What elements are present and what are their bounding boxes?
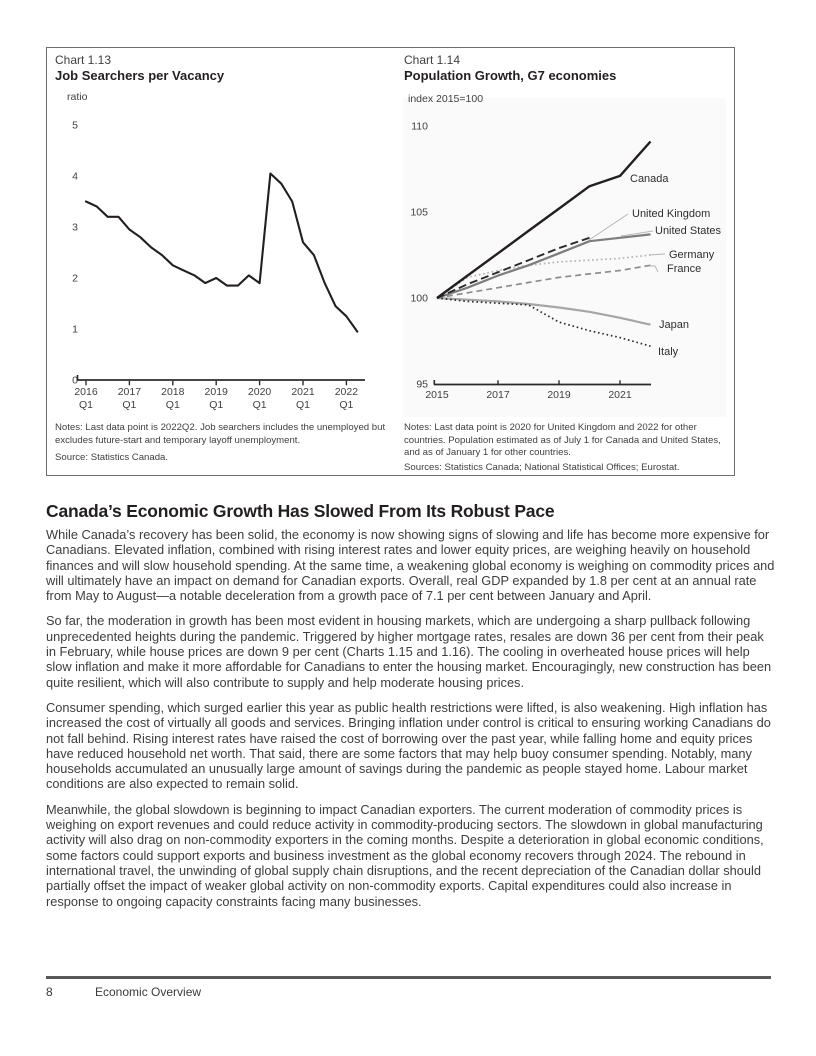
svg-text:2020: 2020 bbox=[247, 386, 272, 398]
svg-text:1: 1 bbox=[72, 323, 78, 336]
chart-113-source: Source: Statistics Canada. bbox=[55, 452, 169, 463]
svg-text:Q1: Q1 bbox=[209, 399, 224, 411]
svg-text:2015: 2015 bbox=[425, 389, 449, 401]
svg-text:105: 105 bbox=[410, 206, 428, 219]
svg-text:Q1: Q1 bbox=[252, 399, 267, 411]
body-paragraph: Meanwhile, the global slowdown is beginning to impact Canadian exporters. The current moderation of commodity prices is weighing on export revenues and could reduce activity in commodity-producing sectors. The slowdown in global manufacturing activity will also drag on non-commodity exporters in the coming months. Despite a deterioration in global economic conditions, some factors could support exports and business investment as the global economy recovers through 2024. The rebound in international travel, the unwinding of global supply chain disruptions, and the recent depreciation of the Canadian dollar should partially offset the impact of weaker global activity on non-commodity exports. Capital expenditures could also increase in response to ongoing capacity constraints facing many businesses. bbox=[46, 801, 764, 909]
svg-text:2018: 2018 bbox=[161, 386, 185, 398]
page-number: 8 bbox=[46, 985, 53, 999]
svg-text:ratio: ratio bbox=[67, 91, 88, 103]
chart-113-label: Chart 1.13 bbox=[55, 53, 112, 67]
svg-text:2019: 2019 bbox=[204, 386, 228, 398]
svg-text:110: 110 bbox=[411, 120, 428, 133]
svg-text:2021: 2021 bbox=[608, 389, 632, 401]
chart-114-plot bbox=[403, 48, 733, 420]
svg-text:2017: 2017 bbox=[486, 389, 510, 401]
chart-113-title: Job Searchers per Vacancy bbox=[55, 68, 225, 83]
svg-text:Q1: Q1 bbox=[339, 399, 354, 411]
series-label-united-states: United States bbox=[655, 225, 722, 237]
body-paragraph: Consumer spending, which surged earlier this year as public health restrictions were lifted, is also weakening. High inflation has increased the cost of virtually all goods and services. Bringing inflation under control is critical to ensuring working Canadians do not fall behind. Rising interest rates have raised the cost of borrowing over the past year, while falling home and equity prices have reduced household net worth. That said, there are some factors that may help buoy consumer spending. Notably, many households accumulated an unusually large amount of savings during the pandemic as people stayed home. Labour market conditions are also expected to remain solid. bbox=[46, 699, 771, 792]
svg-text:Q1: Q1 bbox=[78, 399, 94, 411]
series-label-japan: Japan bbox=[659, 319, 689, 331]
svg-text:2021: 2021 bbox=[291, 386, 315, 398]
article-body bbox=[46, 527, 776, 919]
series-label-germany: Germany bbox=[669, 249, 715, 261]
series-label-italy: Italy bbox=[658, 346, 679, 358]
page-footer bbox=[46, 985, 771, 999]
chart-114-source: Sources: Statistics Canada; National Statistical Offices; Eurostat. bbox=[404, 462, 680, 473]
chart-114-label: Chart 1.14 bbox=[404, 53, 461, 67]
svg-text:2019: 2019 bbox=[547, 389, 571, 401]
body-paragraph: While Canada’s recovery has been solid, the economy is now showing signs of slowing and life has become more expensive for Canadians. Elevated inflation, combined with rising interest rates and lower equity prices, are weighing heavily on household finances and will slow household spending. At the same time, a weakening global economy is weighing on commodity prices and will ultimately have an impact on demand for Canadian exports. Overall, real GDP expanded by 1.8 per cent at an annual rate from May to August—a notable deceleration from a growth pace of 7.1 per cent between January and April. bbox=[46, 527, 775, 604]
svg-text:100: 100 bbox=[410, 292, 428, 305]
footer-rule bbox=[46, 976, 771, 979]
footer-section-label: Economic Overview bbox=[95, 985, 202, 999]
chart-114-title: Population Growth, G7 economies bbox=[404, 68, 617, 83]
chart-114-notes: Notes: Last data point is 2020 for United Kingdom and 2022 for other countries. Population estimated as of July 1 for Canada and United States, and as of January 1 for other countries. bbox=[404, 422, 721, 459]
svg-text:2017: 2017 bbox=[117, 386, 142, 398]
svg-text:Q1: Q1 bbox=[295, 399, 311, 411]
svg-text:2: 2 bbox=[72, 272, 78, 285]
svg-text:Q1: Q1 bbox=[165, 399, 180, 411]
series-label-united-kingdom: United Kingdom bbox=[632, 208, 711, 220]
svg-text:5: 5 bbox=[72, 119, 78, 132]
chart-113-notes: Notes: Last data point is 2022Q2. Job searchers includes the unemployed but excludes future-start and temporary layoff unemployment. bbox=[55, 422, 386, 446]
section-heading: Canada’s Economic Growth Has Slowed From Its Robust Pace bbox=[46, 500, 555, 521]
series-label-france: France bbox=[667, 263, 702, 275]
svg-text:3: 3 bbox=[72, 221, 78, 234]
svg-text:2016: 2016 bbox=[74, 386, 98, 398]
chart-113-plot bbox=[47, 48, 403, 420]
svg-text:95: 95 bbox=[416, 378, 428, 391]
charts-panel bbox=[46, 47, 735, 476]
body-paragraph: So far, the moderation in growth has been most evident in housing markets, which are undergoing a sharp pullback following unprecedented heights during the pandemic. Triggered by higher mortgage rates, resales are down 36 per cent from their peak in February, while house prices are down 9 per cent (Charts 1.15 and 1.16). The cooling in overheated house prices will help slow inflation and make it more affordable for Canadians to enter the housing market. Encouragingly, new construction has been quite resilient, which will also contribute to supply and help moderate housing prices. bbox=[46, 613, 772, 690]
svg-text:0: 0 bbox=[72, 374, 78, 387]
series-label-canada: Canada bbox=[630, 173, 669, 185]
svg-text:Q1: Q1 bbox=[122, 399, 137, 411]
svg-text:4: 4 bbox=[72, 170, 78, 183]
svg-text:index 2015=100: index 2015=100 bbox=[408, 93, 484, 105]
svg-text:2022: 2022 bbox=[334, 386, 359, 398]
